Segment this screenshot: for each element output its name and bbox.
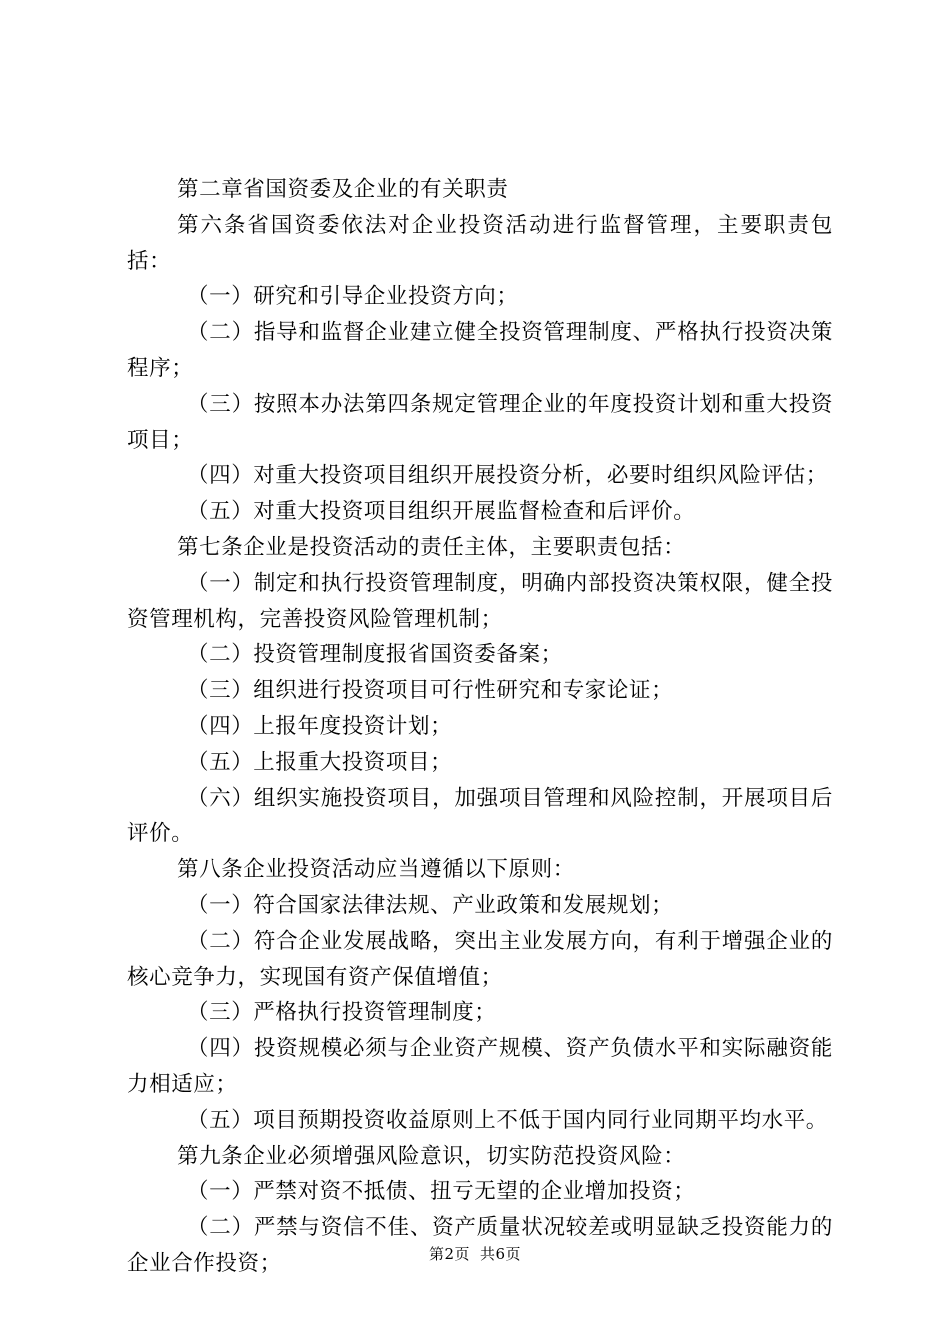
paragraph: （一）研究和引导企业投资方向； (187, 284, 519, 310)
paragraph: （二）严禁与资信不佳、资产质量状况较差或明显缺乏投资能力的企业合作投资； (127, 1215, 833, 1276)
paragraph: （五）对重大投资项目组织开展监督检查和后评价。 (187, 499, 696, 525)
paragraph: （一）符合国家法律法规、产业政策和发展规划； (187, 892, 674, 918)
paragraph: 第六条省国资委依法对企业投资活动进行监督管理，主要职责包括： (127, 212, 833, 274)
paragraph: （五）上报重大投资项目； (187, 749, 453, 775)
paragraph: （四）对重大投资项目组织开展投资分析，必要时组织风险评估； (187, 463, 828, 489)
paragraph: （五）项目预期投资收益原则上不低于国内同行业同期平均水平。 (187, 1107, 828, 1133)
paragraph: （一）制定和执行投资管理制度，明确内部投资决策权限，健全投资管理机构，完善投资风险管理机制； (127, 570, 833, 632)
paragraph: （六）组织实施投资项目，加强项目管理和风险控制，开展项目后评价。 (127, 785, 833, 847)
paragraph: 第二章省国资委及企业的有关职责 (177, 177, 509, 202)
paragraph: 第九条企业必须增强风险意识，切实防范投资风险： (177, 1143, 686, 1169)
page-total: 共6页 (480, 1245, 522, 1263)
paragraph: 第八条企业投资活动应当遵循以下原则： (177, 857, 575, 883)
paragraph: （二）投资管理制度报省国资委备案； (187, 642, 563, 668)
document-body (127, 172, 833, 1282)
paragraph: （二）符合企业发展战略，突出主业发展方向，有利于增强企业的核心竞争力，实现国有资产保值增值； (127, 928, 833, 990)
paragraph: 第七条企业是投资活动的责任主体，主要职责包括： (177, 534, 686, 560)
paragraph: （四）上报年度投资计划； (187, 713, 453, 739)
paragraph: （三）按照本办法第四条规定管理企业的年度投资计划和重大投资项目； (127, 391, 833, 453)
paragraph: （一）严禁对资不抵债、扭亏无望的企业增加投资； (187, 1179, 696, 1205)
paragraph: （三）严格执行投资管理制度； (187, 1000, 497, 1026)
paragraph: （三）组织进行投资项目可行性研究和专家论证； (187, 678, 674, 704)
page-footer (0, 1244, 950, 1264)
paragraph: （四）投资规模必须与企业资产规模、资产负债水平和实际融资能力相适应； (127, 1036, 833, 1097)
page-number: 第2页 (428, 1245, 470, 1263)
paragraph: （二）指导和监督企业建立健全投资管理制度、严格执行投资决策程序； (127, 320, 833, 381)
